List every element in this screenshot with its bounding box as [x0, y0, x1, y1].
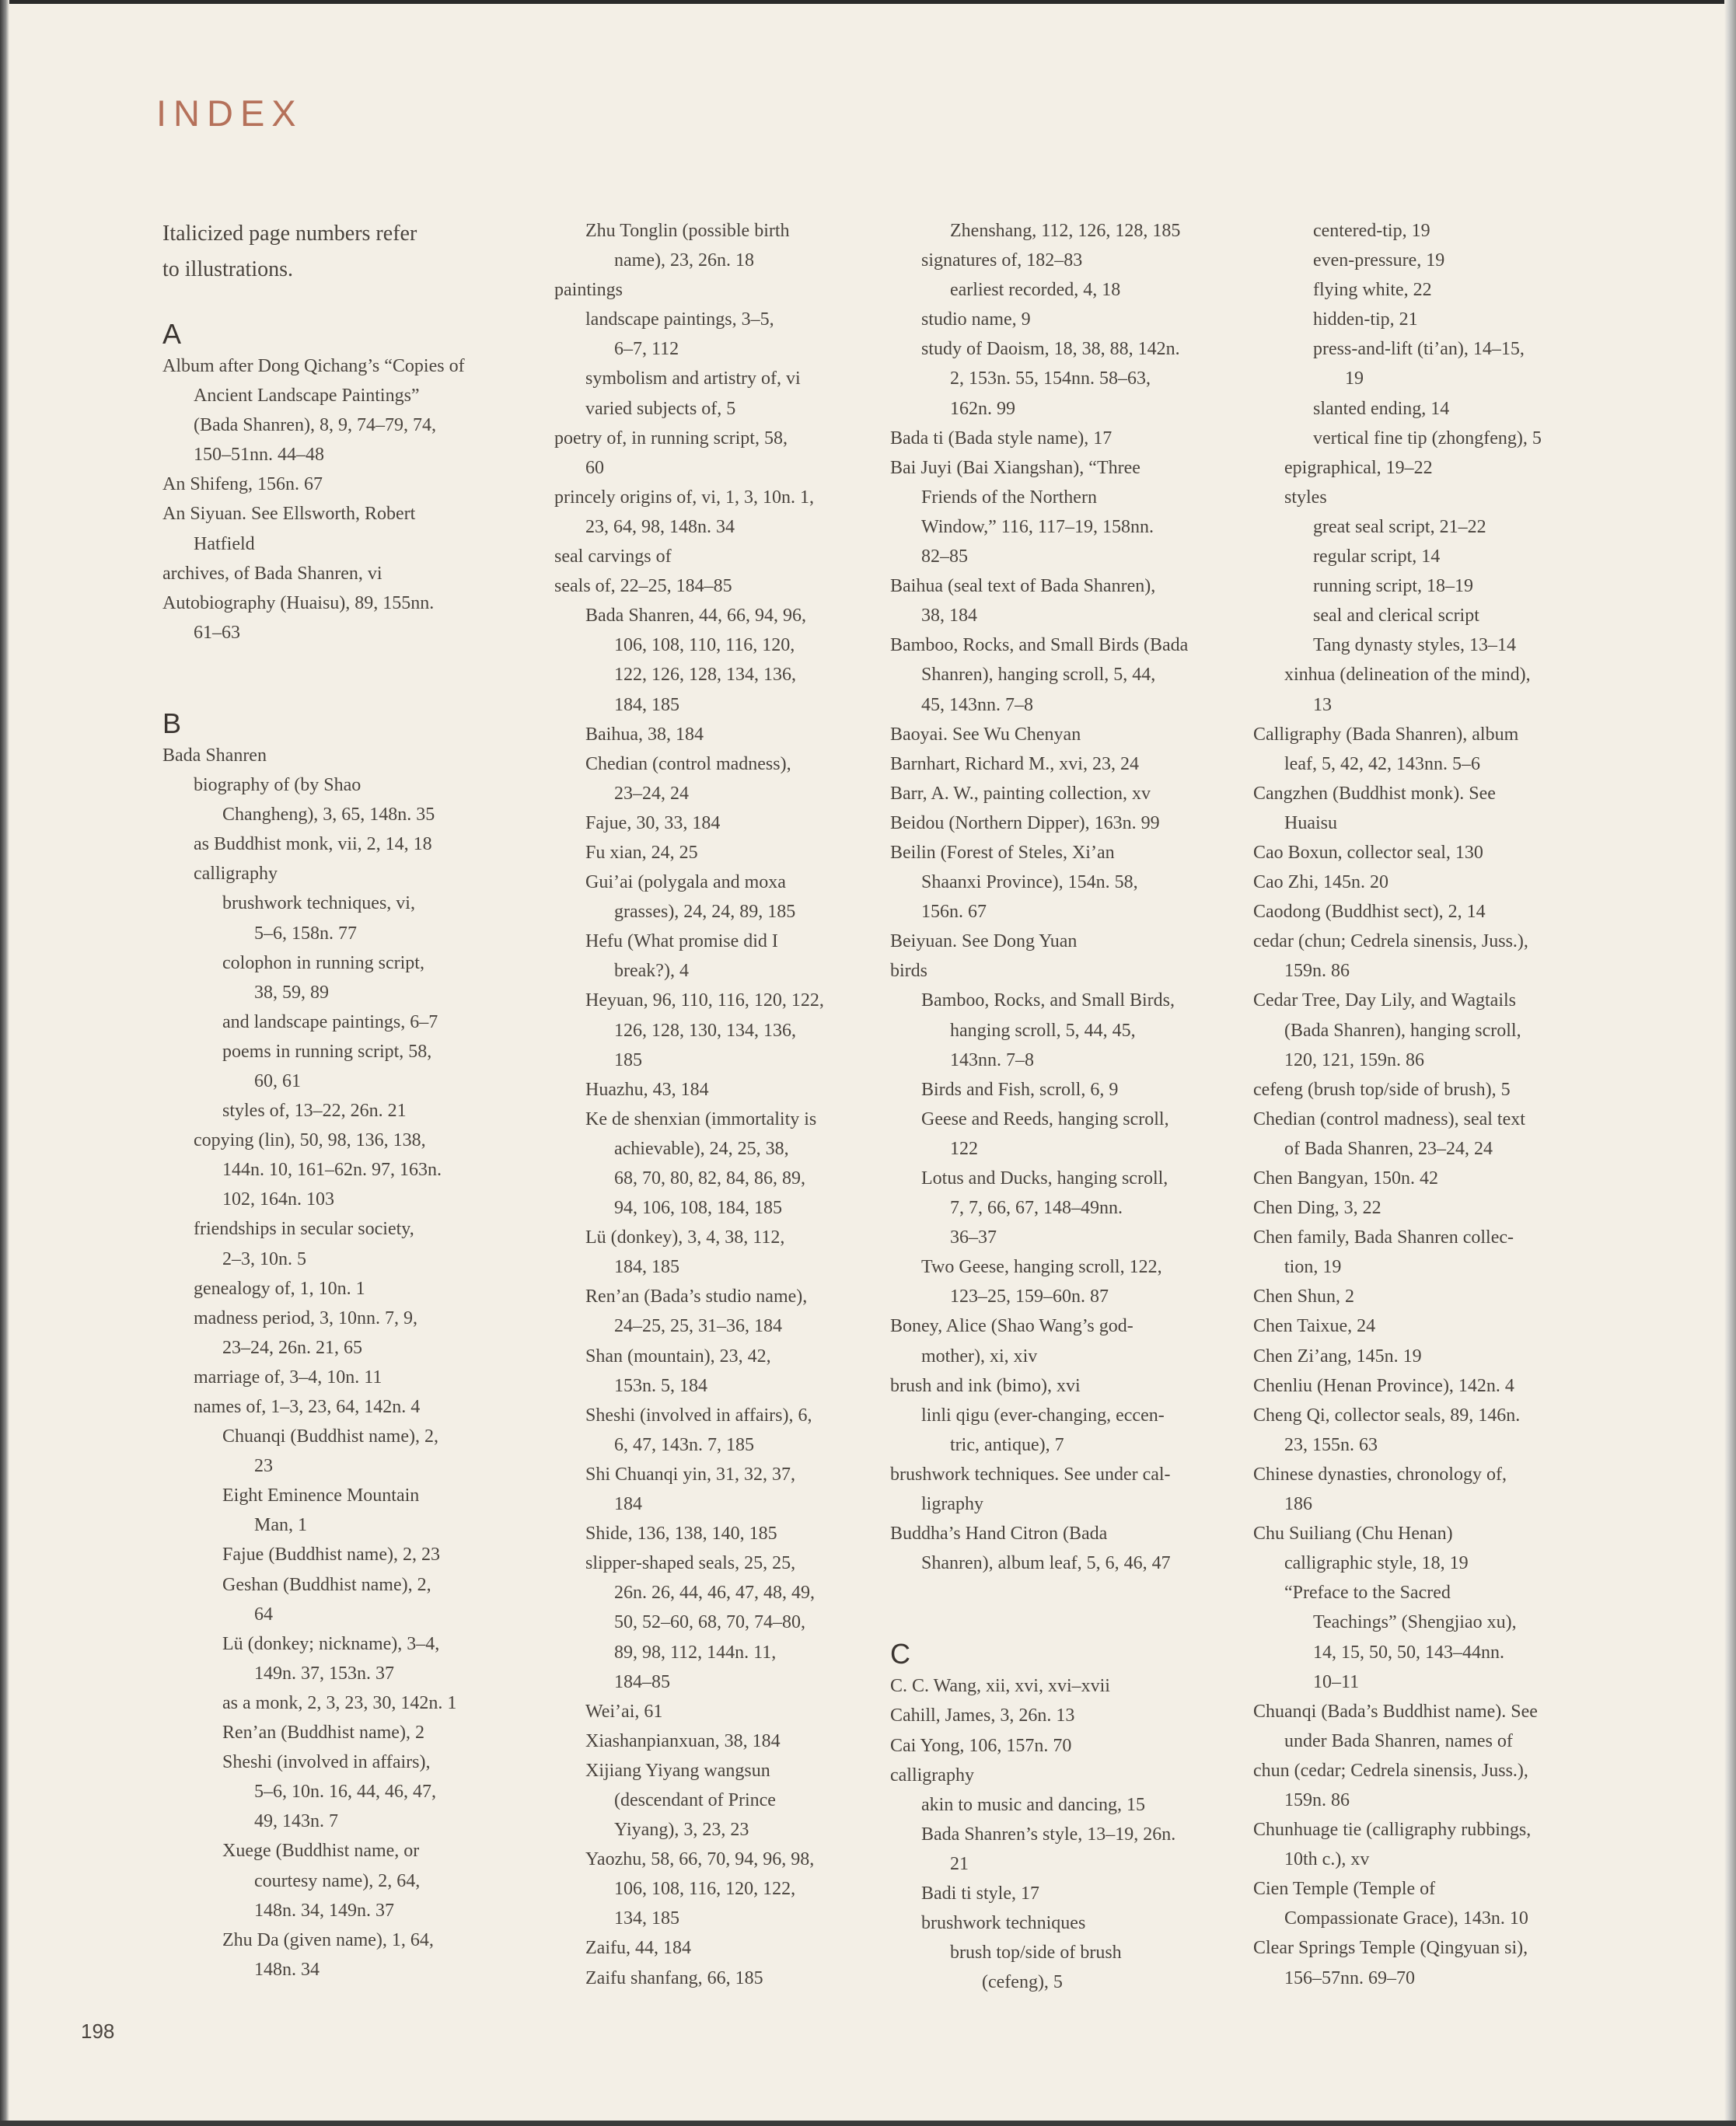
index-entry-line: 159n. 86: [1284, 1789, 1350, 1810]
index-entry-line: 13: [1313, 694, 1332, 715]
index-entry-line: 60, 61: [254, 1070, 301, 1091]
index-entry-line: epigraphical, 19–22: [1284, 457, 1433, 478]
index-entry-line: 122, 126, 128, 134, 136,: [614, 665, 796, 686]
index-entry-line: slipper-shaped seals, 25, 25,: [585, 1553, 796, 1574]
index-entry-line: break?), 4: [614, 961, 689, 982]
index-entry-line: Chen Taixue, 24: [1253, 1316, 1376, 1337]
index-entry-line: Bada Shanren: [162, 745, 267, 766]
index-entry-line: 7, 7, 66, 67, 148–49nn.: [950, 1198, 1123, 1219]
index-entry-line: brushwork techniques, vi,: [222, 893, 415, 914]
index-entry-line: 6, 47, 143n. 7, 185: [614, 1434, 754, 1455]
index-entry-line: Eight Eminence Mountain: [222, 1485, 420, 1506]
index-entry-line: Bada Shanren, 44, 66, 94, 96,: [585, 606, 806, 627]
index-entry-line: 23–24, 26n. 21, 65: [222, 1337, 362, 1358]
index-entry-line: 21: [950, 1853, 969, 1874]
scan-border-bottom: [0, 2121, 1736, 2126]
index-entry-line: Fajue, 30, 33, 184: [585, 812, 721, 833]
index-entry-line: Xiashanpianxuan, 38, 184: [585, 1730, 781, 1751]
index-entry-line: brush top/side of brush: [950, 1943, 1122, 1964]
index-entry-line: colophon in running script,: [222, 952, 424, 973]
scan-border-top: [0, 0, 1736, 4]
index-entry-line: 134, 185: [614, 1908, 679, 1929]
index-entry-line: seal carvings of: [554, 546, 672, 567]
index-entry-line: 49, 143n. 7: [254, 1811, 338, 1832]
index-entry-line: achievable), 24, 25, 38,: [614, 1138, 789, 1159]
index-entry-line: calligraphic style, 18, 19: [1284, 1553, 1469, 1574]
index-entry-line: Cangzhen (Buddhist monk). See: [1253, 783, 1496, 804]
index-entry-line: calligraphy: [890, 1765, 974, 1786]
index-entry-line: Lü (donkey), 3, 4, 38, 112,: [585, 1227, 785, 1248]
index-entry-line: Chenliu (Henan Province), 142n. 4: [1253, 1375, 1514, 1396]
index-entry-line: chun (cedar; Cedrela sinensis, Juss.),: [1253, 1760, 1528, 1781]
index-entry-line: Bada ti (Bada style name), 17: [890, 428, 1113, 449]
index-entry-line: tion, 19: [1284, 1257, 1342, 1278]
index-entry-line: 23, 64, 98, 148n. 34: [585, 516, 735, 537]
index-entry-line: name), 23, 26n. 18: [614, 250, 754, 271]
index-entry-line: Gui’ai (polygala and moxa: [585, 872, 786, 893]
index-entry-line: Beidou (Northern Dipper), 163n. 99: [890, 812, 1160, 833]
index-entry-line: xinhua (delineation of the mind),: [1284, 665, 1531, 686]
index-entry-line: Chen family, Bada Shanren collec-: [1253, 1227, 1514, 1248]
index-entry-line: 148n. 34: [254, 1959, 320, 1980]
index-entry-line: Chinese dynasties, chronology of,: [1253, 1464, 1507, 1485]
index-entry-line: Bamboo, Rocks, and Small Birds,: [921, 990, 1175, 1011]
index-entry-line: Sheshi (involved in affairs), 6,: [585, 1405, 812, 1426]
index-entry-line: paintings: [554, 280, 623, 301]
index-entry-line: Clear Springs Temple (Qingyuan si),: [1253, 1938, 1528, 1959]
index-entry-line: Hatfield: [194, 533, 255, 554]
index-entry-line: Yaozhu, 58, 66, 70, 94, 96, 98,: [585, 1849, 815, 1870]
spacer: [162, 648, 442, 677]
index-entry-line: even-pressure, 19: [1313, 250, 1445, 271]
index-entry-line: 156–57nn. 69–70: [1284, 1967, 1415, 1988]
index-entry-line: Zhenshang, 112, 126, 128, 185: [950, 221, 1181, 241]
index-entry-line: Yiyang), 3, 23, 23: [614, 1820, 749, 1841]
index-entry-line: Cahill, James, 3, 26n. 13: [890, 1705, 1075, 1726]
index-entry-line: tric, antique), 7: [950, 1434, 1064, 1455]
index-entry-line: mother), xi, xiv: [921, 1346, 1038, 1367]
index-entry-line: Zhu Da (given name), 1, 64,: [222, 1929, 434, 1950]
index-entry-line: Ren’an (Buddhist name), 2: [222, 1723, 424, 1744]
index-entry-line: 185: [614, 1049, 642, 1070]
index-entry-line: 23: [254, 1456, 273, 1477]
index-entry-line: Huazhu, 43, 184: [585, 1079, 709, 1100]
index-entry-line: Shi Chuanqi yin, 31, 32, 37,: [585, 1464, 796, 1485]
index-entry-line: 156n. 67: [921, 902, 987, 923]
index-entry-line: studio name, 9: [921, 309, 1031, 330]
index-entry-line: Boney, Alice (Shao Wang’s god-: [890, 1316, 1133, 1337]
index-entry-line: 14, 15, 50, 50, 143–44nn.: [1313, 1642, 1504, 1663]
spacer: [162, 677, 442, 707]
index-entry-line: poems in running script, 58,: [222, 1041, 432, 1062]
index-entry-line: Baoyai. See Wu Chenyan: [890, 724, 1081, 745]
index-entry-line: 60: [585, 457, 604, 478]
index-entry-line: madness period, 3, 10nn. 7, 9,: [194, 1307, 417, 1328]
index-entry-line: linli qigu (ever-changing, eccen-: [921, 1405, 1165, 1426]
index-entry-line: 122: [950, 1138, 978, 1159]
index-entry-line: 2–3, 10n. 5: [222, 1248, 306, 1269]
index-entry-line: biography of (by Shao: [194, 775, 362, 796]
index-entry-line: of Bada Shanren, 23–24, 24: [1284, 1138, 1493, 1159]
index-entry-line: Cao Zhi, 145n. 20: [1253, 872, 1388, 893]
index-entry-line: Caodong (Buddhist sect), 2, 14: [1253, 902, 1486, 923]
index-entry-line: Zaifu shanfang, 66, 185: [585, 1967, 763, 1988]
index-entry-line: (Bada Shanren), 8, 9, 74–79, 74,: [194, 415, 436, 436]
index-entry-line: running script, 18–19: [1313, 576, 1473, 597]
index-entry-line: Chen Zi’ang, 145n. 19: [1253, 1346, 1422, 1367]
index-entry-line: 126, 128, 130, 134, 136,: [614, 1020, 796, 1041]
index-entry-line: Sheshi (involved in affairs),: [222, 1752, 431, 1773]
index-entry-line: regular script, 14: [1313, 546, 1441, 567]
index-column-3: [890, 216, 1189, 1997]
index-entry-line: study of Daoism, 18, 38, 88, 142n.: [921, 339, 1180, 360]
index-entry-line: Lotus and Ducks, hanging scroll,: [921, 1168, 1168, 1189]
index-entry-line: 94, 106, 108, 184, 185: [614, 1198, 782, 1219]
index-entry-line: Compassionate Grace), 143n. 10: [1284, 1908, 1528, 1929]
index-entry-line: Ancient Landscape Paintings”: [194, 386, 420, 407]
index-entry-line: 38, 184: [921, 606, 977, 627]
index-entry-line: 184, 185: [614, 1257, 679, 1278]
index-entry-line: 148n. 34, 149n. 37: [254, 1900, 394, 1921]
spacer: [890, 1578, 1170, 1608]
index-entry-line: 23–24, 24: [614, 783, 689, 804]
index-entry-line: archives, of Bada Shanren, vi: [162, 563, 382, 584]
index-entry-line: Cai Yong, 106, 157n. 70: [890, 1735, 1072, 1756]
index-entry-line: 123–25, 159–60n. 87: [950, 1286, 1109, 1307]
index-entry-line: (descendant of Prince: [614, 1789, 776, 1810]
index-entry-line: Fajue (Buddhist name), 2, 23: [222, 1545, 440, 1566]
index-entry-line: Cien Temple (Temple of: [1253, 1879, 1436, 1900]
index-entry-line: Two Geese, hanging scroll, 122,: [921, 1257, 1162, 1278]
index-entry-line: Fu xian, 24, 25: [585, 842, 698, 863]
index-column-4: [1253, 216, 1542, 1993]
index-entry-line: Window,” 116, 117–19, 158nn.: [921, 516, 1154, 537]
index-entry-line: Lü (donkey; nickname), 3–4,: [222, 1633, 440, 1654]
index-entry-line: 26n. 26, 44, 46, 47, 48, 49,: [614, 1583, 815, 1604]
index-entry-line: 102, 164n. 103: [222, 1189, 334, 1210]
index-entry-line: centered-tip, 19: [1313, 221, 1430, 241]
index-entry-line: 144n. 10, 161–62n. 97, 163n.: [222, 1160, 442, 1181]
index-entry-line: 159n. 86: [1284, 961, 1350, 982]
section-letter: B: [162, 707, 182, 739]
index-entry-line: great seal script, 21–22: [1313, 516, 1486, 537]
section-letter: A: [162, 318, 182, 350]
index-entry-line: 184, 185: [614, 694, 679, 715]
index-entry-line: 6–7, 112: [614, 339, 679, 360]
section-letter: C: [890, 1638, 910, 1670]
index-entry-line: akin to music and dancing, 15: [921, 1794, 1145, 1815]
index-entry-line: brush and ink (bimo), xvi: [890, 1375, 1081, 1396]
index-entry-line: Cheng Qi, collector seals, 89, 146n.: [1253, 1405, 1521, 1426]
index-entry-line: Xijiang Yiyang wangsun: [585, 1760, 770, 1781]
index-entry-line: Album after Dong Qichang’s “Copies of: [162, 356, 465, 376]
index-entry-line: Shanren), album leaf, 5, 6, 46, 47: [921, 1553, 1171, 1574]
index-entry-line: 82–85: [921, 546, 968, 567]
index-entry-line: Chen Bangyan, 150n. 42: [1253, 1168, 1438, 1189]
index-entry-line: 10–11: [1313, 1671, 1360, 1692]
index-entry-line: Teachings” (Shengjiao xu),: [1313, 1612, 1517, 1633]
index-entry-line: Shide, 136, 138, 140, 185: [585, 1524, 777, 1545]
index-entry-line: varied subjects of, 5: [585, 398, 736, 419]
index-entry-line: Tang dynasty styles, 13–14: [1313, 635, 1516, 656]
index-entry-line: Geese and Reeds, hanging scroll,: [921, 1108, 1169, 1129]
index-entry-line: “Preface to the Sacred: [1284, 1583, 1451, 1604]
index-entry-line: birds: [890, 961, 927, 982]
scan-border-left: [0, 0, 9, 2126]
index-entry-line: brushwork techniques. See under cal-: [890, 1464, 1171, 1485]
index-entry-line: 64: [254, 1604, 273, 1625]
index-entry-line: Geshan (Buddhist name), 2,: [222, 1574, 431, 1595]
index-entry-line: poetry of, in running script, 58,: [554, 428, 788, 449]
index-entry-line: as a monk, 2, 3, 23, 30, 142n. 1: [222, 1692, 457, 1713]
index-entry-line: and landscape paintings, 6–7: [222, 1011, 438, 1032]
index-entry-line: calligraphy: [194, 864, 278, 885]
index-entry-line: 36–37: [950, 1227, 997, 1248]
index-entry-line: Friends of the Northern: [921, 487, 1097, 508]
index-entry-line: as Buddhist monk, vii, 2, 14, 18: [194, 834, 432, 855]
index-entry-line: styles of, 13–22, 26n. 21: [222, 1101, 407, 1122]
index-entry-line: 68, 70, 80, 82, 84, 86, 89,: [614, 1168, 805, 1189]
index-entry-line: Heyuan, 96, 110, 116, 120, 122,: [585, 990, 824, 1011]
index-entry-line: 19: [1345, 368, 1364, 389]
index-entry-line: signatures of, 182–83: [921, 250, 1083, 271]
index-entry-line: seal and clerical script: [1313, 606, 1479, 627]
index-entry-line: Cedar Tree, Day Lily, and Wagtails: [1253, 990, 1517, 1011]
index-entry-line: Bai Juyi (Bai Xiangshan), “Three: [890, 457, 1140, 478]
index-entry-line: 184–85: [614, 1671, 670, 1692]
index-entry-line: Ke de shenxian (immortality is: [585, 1108, 817, 1129]
index-entry-line: Chuanqi (Buddhist name), 2,: [222, 1426, 438, 1447]
index-entry-line: ligraphy: [921, 1494, 983, 1515]
index-entry-line: Autobiography (Huaisu), 89, 155nn.: [162, 592, 435, 613]
index-entry-line: 38, 59, 89: [254, 982, 329, 1003]
index-entry-line: Chedian (control madness), seal text: [1253, 1108, 1525, 1129]
index-entry-line: 61–63: [194, 622, 240, 643]
index-entry-line: landscape paintings, 3–5,: [585, 309, 774, 330]
index-entry-line: Baihua, 38, 184: [585, 724, 704, 745]
index-entry-line: Shaanxi Province), 154n. 58,: [921, 872, 1138, 893]
index-entry-line: grasses), 24, 24, 89, 185: [614, 902, 796, 923]
spacer: [890, 1608, 1170, 1637]
index-entry-line: Ren’an (Bada’s studio name),: [585, 1286, 808, 1307]
index-entry-line: Chen Ding, 3, 22: [1253, 1198, 1381, 1219]
index-entry-line: 89, 98, 112, 144n. 11,: [614, 1642, 777, 1663]
index-entry-line: Beilin (Forest of Steles, Xi’an: [890, 842, 1115, 863]
index-entry-line: 23, 155n. 63: [1284, 1434, 1378, 1455]
index-entry-line: Hefu (What promise did I: [585, 931, 778, 952]
index-entry-line: flying white, 22: [1313, 280, 1432, 301]
index-entry-line: leaf, 5, 42, 42, 143nn. 5–6: [1284, 753, 1480, 774]
index-entry-line: under Bada Shanren, names of: [1284, 1730, 1513, 1751]
index-entry-line: Buddha’s Hand Citron (Bada: [890, 1524, 1108, 1545]
index-entry-line: Barr, A. W., painting collection, xv: [890, 783, 1151, 804]
index-entry-line: 153n. 5, 184: [614, 1375, 707, 1396]
index-entry-line: 149n. 37, 153n. 37: [254, 1663, 394, 1684]
index-entry-line: 120, 121, 159n. 86: [1284, 1049, 1424, 1070]
index-entry-line: 45, 143nn. 7–8: [921, 694, 1033, 715]
index-entry-line: seals of, 22–25, 184–85: [554, 576, 732, 597]
intro-note: to illustrations.: [162, 257, 293, 281]
spacer: [162, 288, 442, 317]
index-entry-line: marriage of, 3–4, 10n. 11: [194, 1367, 382, 1388]
index-entry-line: Bada Shanren’s style, 13–19, 26n.: [921, 1824, 1176, 1845]
index-entry-line: Chedian (control madness),: [585, 753, 791, 774]
scan-border-right: [1724, 0, 1736, 2126]
index-entry-line: Zhu Tonglin (possible birth: [585, 221, 790, 241]
index-entry-line: 5–6, 158n. 77: [254, 923, 357, 944]
intro-note: Italicized page numbers refer: [162, 222, 417, 246]
index-entry-line: Shanren), hanging scroll, 5, 44,: [921, 665, 1156, 686]
index-entry-line: Badi ti style, 17: [921, 1883, 1039, 1904]
index-entry-line: Beiyuan. See Dong Yuan: [890, 931, 1078, 952]
index-entry-line: Changheng), 3, 65, 148n. 35: [222, 805, 435, 826]
index-entry-line: hanging scroll, 5, 44, 45,: [950, 1020, 1136, 1041]
index-entry-line: 150–51nn. 44–48: [194, 445, 324, 466]
index-entry-line: 143nn. 7–8: [950, 1049, 1034, 1070]
index-entry-line: slanted ending, 14: [1313, 398, 1450, 419]
index-entry-line: styles: [1284, 487, 1327, 508]
index-entry-line: Birds and Fish, scroll, 6, 9: [921, 1079, 1119, 1100]
index-entry-line: 186: [1284, 1494, 1312, 1515]
page-number: 198: [81, 2020, 115, 2043]
index-entry-line: hidden-tip, 21: [1313, 309, 1418, 330]
index-entry-line: princely origins of, vi, 1, 3, 10n. 1,: [554, 487, 814, 508]
index-entry-line: Chuanqi (Bada’s Buddhist name). See: [1253, 1701, 1538, 1722]
index-entry-line: cefeng (brush top/side of brush), 5: [1253, 1079, 1511, 1100]
index-entry-line: Cao Boxun, collector seal, 130: [1253, 842, 1483, 863]
index-entry-line: Chen Shun, 2: [1253, 1286, 1355, 1307]
index-entry-line: 106, 108, 116, 120, 122,: [614, 1879, 796, 1900]
index-entry-line: cedar (chun; Cedrela sinensis, Juss.),: [1253, 931, 1528, 952]
index-entry-line: courtesy name), 2, 64,: [254, 1870, 421, 1891]
index-entry-line: 5–6, 10n. 16, 44, 46, 47,: [254, 1782, 436, 1803]
index-entry-line: 2, 153n. 55, 154nn. 58–63,: [950, 368, 1151, 389]
index-entry-line: copying (lin), 50, 98, 136, 138,: [194, 1130, 426, 1151]
page-title: INDEX: [156, 93, 303, 134]
index-entry-line: Calligraphy (Bada Shanren), album: [1253, 724, 1519, 745]
index-entry-line: Zaifu, 44, 184: [585, 1938, 691, 1959]
index-entry-line: Xuege (Buddhist name, or: [222, 1841, 420, 1862]
index-entry-line: An Shifeng, 156n. 67: [162, 474, 323, 495]
index-entry-line: 162n. 99: [950, 398, 1015, 419]
index-entry-line: Wei’ai, 61: [585, 1701, 663, 1722]
index-entry-line: 24–25, 25, 31–36, 184: [614, 1316, 782, 1337]
index-entry-line: Barnhart, Richard M., xvi, 23, 24: [890, 753, 1139, 774]
index-entry-line: (cefeng), 5: [982, 1972, 1063, 1993]
index-entry-line: Bamboo, Rocks, and Small Birds (Bada: [890, 635, 1189, 656]
index-entry-line: friendships in secular society,: [194, 1219, 414, 1240]
index-entry-line: brushwork techniques: [921, 1913, 1086, 1934]
index-entry-line: symbolism and artistry of, vi: [585, 368, 801, 389]
index-entry-line: 106, 108, 110, 116, 120,: [614, 635, 795, 656]
index-entry-line: earliest recorded, 4, 18: [950, 280, 1121, 301]
index-entry-line: Baihua (seal text of Bada Shanren),: [890, 576, 1156, 597]
index-entry-line: names of, 1–3, 23, 64, 142n. 4: [194, 1397, 421, 1417]
index-entry-line: Chunhuage tie (calligraphy rubbings,: [1253, 1820, 1532, 1841]
index-entry-line: vertical fine tip (zhongfeng), 5: [1313, 428, 1542, 449]
index-entry-line: Man, 1: [254, 1515, 307, 1536]
index-entry-line: 184: [614, 1494, 642, 1515]
index-column-2: [554, 216, 834, 1993]
index-entry-line: 10th c.), xv: [1284, 1849, 1370, 1870]
index-column-1: [162, 216, 465, 1985]
index-entry-line: Chu Suiliang (Chu Henan): [1253, 1524, 1453, 1545]
index-entry-line: 50, 52–60, 68, 70, 74–80,: [614, 1612, 805, 1633]
index-entry-line: Shan (mountain), 23, 42,: [585, 1346, 771, 1367]
index-entry-line: Huaisu: [1284, 812, 1337, 833]
index-entry-line: (Bada Shanren), hanging scroll,: [1284, 1020, 1521, 1041]
index-entry-line: press-and-lift (ti’an), 14–15,: [1313, 339, 1525, 360]
index-entry-line: C. C. Wang, xii, xvi, xvi–xvii: [890, 1676, 1110, 1697]
index-entry-line: genealogy of, 1, 10n. 1: [194, 1278, 365, 1299]
index-entry-line: An Siyuan. See Ellsworth, Robert: [162, 504, 416, 525]
